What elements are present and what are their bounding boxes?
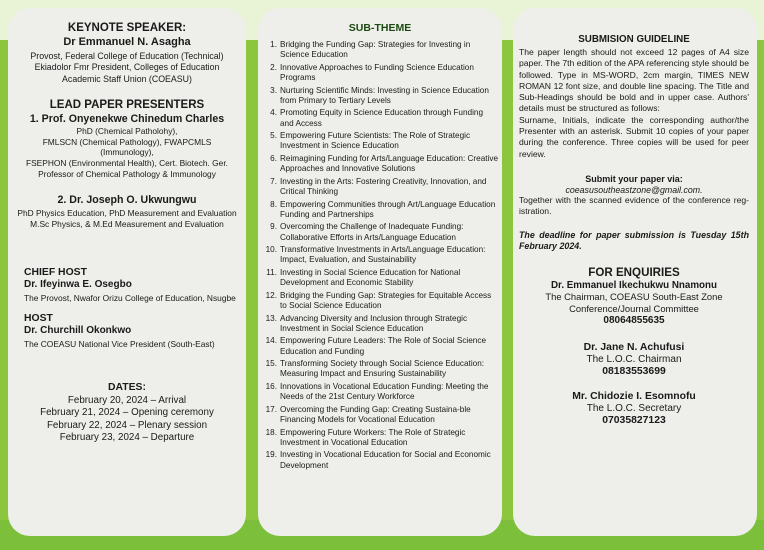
subtheme-text: Promoting Equity in Science Education through Funding and Access <box>280 108 483 128</box>
presenter-line: FSEPHON (Environmental Health), Cert. Biotech. Ger. <box>25 158 228 168</box>
subtheme-item <box>262 405 498 425</box>
subtheme-text: Empowering Communities through Art/Language Education Funding and Partnerships <box>280 199 496 219</box>
subtheme-item <box>262 359 498 379</box>
keynote-line: Academic Staff Union (COEASU) <box>62 73 192 84</box>
dates-list <box>16 395 238 445</box>
subtheme-item <box>262 450 498 470</box>
subtheme-item <box>262 86 498 106</box>
left-panel <box>8 8 246 536</box>
subtheme-text: Innovations in Vocational Education Funding: Meeting the Needs of the 21st Century Workforce <box>280 381 489 402</box>
guideline-body-2: Surname, Initials, indicate the corresponding author/the Presenter with an asterisk. Submit 10 copies of your paper during the conference. Three copies will be used for peer review. <box>519 114 749 159</box>
host-name: Dr. Churchill Okonkwo <box>24 324 132 336</box>
date-item: February 23, 2024 – Departure <box>59 432 195 444</box>
deadline-note: The deadline for paper submission is Tuesday 15th February 2024. <box>519 229 749 251</box>
subtheme-text: Advancing Diversity and Inclusion through Strategic Investment in Social Science Education <box>280 313 468 333</box>
subtheme-text: Empowering Future Scientists: The Role of Strategic Investment in Science Education <box>280 131 471 151</box>
subtheme-text: Empowering Future Leaders: The Role of Social Science Education and Funding <box>280 336 487 356</box>
contact-phone[interactable]: 08064855635 <box>603 315 665 327</box>
subtheme-list <box>262 40 498 471</box>
presenter-line: PhD Physics Education, PhD Measurement and Evaluation <box>17 208 237 219</box>
subtheme-number: 7. <box>270 176 277 186</box>
presenter-1-name: 1. Prof. Onyenekwe Chinedum Charles <box>29 113 225 126</box>
host-section <box>16 313 238 350</box>
subtheme-text: Investing in Social Science Education for National Development and Economic Stability <box>280 267 461 288</box>
subtheme-item <box>262 131 498 151</box>
contact-role: The L.O.C. Chairman <box>586 354 682 366</box>
contact-phone[interactable]: 08183553699 <box>602 366 666 378</box>
middle-panel <box>258 8 502 536</box>
subtheme-item <box>262 314 498 334</box>
contact-name: Dr. Jane N. Achufusi <box>583 342 685 354</box>
contact-1 <box>519 280 749 326</box>
presenter-2-name: 2. Dr. Joseph O. Ukwungwu <box>57 194 197 207</box>
subtheme-number: 14. <box>265 336 277 346</box>
subtheme-text: Investing in the Arts: Fostering Creativity, Innovation, and Critical Thinking <box>280 176 487 196</box>
presenter-2-details <box>16 208 238 229</box>
subtheme-number: 1. <box>270 40 277 49</box>
subtheme-item <box>262 336 498 356</box>
subtheme-number: 13. <box>265 313 277 323</box>
keynote-line: Provost, Federal College of Education (Technical) <box>30 51 224 61</box>
subtheme-number: 9. <box>270 222 277 232</box>
contact-3 <box>519 391 749 426</box>
subtheme-text: Innovative Approaches to Funding Science Education Programs <box>280 62 474 82</box>
subtheme-text: Transformative Investments in Arts/Language Education: Impact, Evaluation, and Sustainability <box>280 245 486 265</box>
subtheme-text: Bridging the Funding Gap: Strategies for Equitable Access to Social Science Education <box>280 290 492 310</box>
contact-name: Dr. Emmanuel Ikechukwu Nnamonu <box>550 280 718 292</box>
subtheme-number: 2. <box>270 62 277 72</box>
subtheme-item <box>262 177 498 197</box>
subtheme-item <box>262 428 498 448</box>
subtheme-number: 19. <box>265 450 277 460</box>
subtheme-item <box>262 382 498 402</box>
presenter-line: M.Sc Physics, & M.Ed Measurement and Evaluation <box>30 218 224 229</box>
subtheme-item <box>262 200 498 220</box>
subtheme-number: 3. <box>270 85 277 95</box>
right-panel <box>513 8 757 536</box>
registration-note: Together with the scanned evidence of the conference reg-istration. <box>519 194 749 217</box>
date-item: February 22, 2024 – Plenary session <box>46 419 208 431</box>
chief-host-name: Dr. Ifeyinwa E. Osegbo <box>24 279 132 291</box>
date-item: February 21, 2024 – Opening ceremony <box>40 407 214 419</box>
date-item: February 20, 2024 – Arrival <box>67 394 187 406</box>
subtheme-text: Transforming Society through Social Science Education: Measuring Impact and Ensuring Sustainability <box>280 359 485 379</box>
enquiries-heading: FOR ENQUIRIES <box>588 266 680 280</box>
subtheme-number: 17. <box>265 404 277 414</box>
contact-role: The Chairman, COEASU South-East Zone Conference/Journal Committee <box>545 291 723 315</box>
chief-host-role: The Provost, Nwafor Orizu College of Education, Nsugbe <box>24 293 236 304</box>
submission-email[interactable]: coeasusoutheastzone@gmail.com. <box>565 184 703 195</box>
lead-heading: LEAD PAPER PRESENTERS <box>49 99 205 112</box>
guideline-body: The paper length should not exceed 12 pages of A4 size paper. The 7th edition of the APA referencing style should be followed. Type in MS-WORD, 2cm margin, TIMES NEW ROMAN 12 font size, and double line spacing. The Title and Sub-Headings should be bold and in upper case. Authors' details must be structured as follows: <box>519 47 749 114</box>
chief-host-heading: CHIEF HOST <box>24 267 87 279</box>
subtheme-number: 15. <box>265 359 277 369</box>
subtheme-number: 12. <box>265 290 277 300</box>
keynote-name: Dr Emmanuel N. Asagha <box>63 36 191 48</box>
subtheme-text: Empowering Future Workers: The Role of Strategic Investment in Vocational Education <box>280 427 466 447</box>
keynote-heading: KEYNOTE SPEAKER: <box>67 22 187 34</box>
subtheme-item <box>262 268 498 288</box>
guideline-heading: SUBMISION GUIDELINE <box>578 34 690 45</box>
subtheme-number: 11. <box>266 267 277 277</box>
subtheme-item <box>262 222 498 242</box>
subtheme-number: 10. <box>265 245 277 255</box>
contact-phone[interactable]: 07035827123 <box>602 415 666 427</box>
subtheme-item <box>262 63 498 83</box>
submit-heading: Submit your paper via: <box>585 173 683 184</box>
subtheme-text: Bridging the Funding Gap: Strategies for Investing in Science Education <box>280 40 471 60</box>
subtheme-text: Reimagining Funding for Arts/Language Education: Creative Approaches and Innovative Solutions <box>280 153 499 174</box>
host-heading: HOST <box>24 312 53 324</box>
subtheme-item <box>262 154 498 174</box>
subtheme-number: 4. <box>270 108 277 118</box>
subtheme-item <box>262 108 498 128</box>
chief-host-section <box>16 267 238 304</box>
presenter-line: Professor of Chemical Pathology & Immunology <box>38 168 216 179</box>
contact-name: Mr. Chidozie I. Esomnofu <box>572 391 696 403</box>
contact-2 <box>519 342 749 377</box>
subtheme-item <box>262 40 498 60</box>
host-role: The COEASU National Vice President (South-East) <box>24 338 215 349</box>
subtheme-item <box>262 291 498 311</box>
subtheme-text: Investing in Vocational Education for Social and Economic Development <box>280 450 491 470</box>
subtheme-number: 18. <box>265 427 277 437</box>
subtheme-number: 6. <box>270 153 277 163</box>
subtheme-number: 5. <box>270 131 277 141</box>
subtheme-number: 16. <box>265 381 277 391</box>
subtheme-heading: SUB-THEME <box>348 22 412 34</box>
subtheme-number: 8. <box>270 199 277 209</box>
presenter-1-details <box>16 126 238 179</box>
dates-heading: DATES: <box>108 381 146 393</box>
presenter-line: FMLSCN (Chemical Pathology), FWAPCMLS (Immunology), <box>42 136 212 158</box>
contact-role: The L.O.C. Secretary <box>586 403 682 415</box>
subtheme-text: Overcoming the Funding Gap: Creating Sustaina-ble Financing Models for Vocational Education <box>280 404 471 424</box>
presenter-line: PhD (Chemical Patholohy), <box>76 126 178 137</box>
keynote-line: Ekiadolor Fmr President, Colleges of Education <box>34 62 220 73</box>
subtheme-item <box>262 245 498 265</box>
keynote-details <box>16 51 238 85</box>
subtheme-text: Overcoming the Challenge of Inadequate Funding: Collaborative Efforts in Arts/Language Education <box>280 222 464 242</box>
subtheme-text: Nurturing Scientific Minds: Investing in Science Education from Primary to Tertiary Levels <box>280 85 489 105</box>
